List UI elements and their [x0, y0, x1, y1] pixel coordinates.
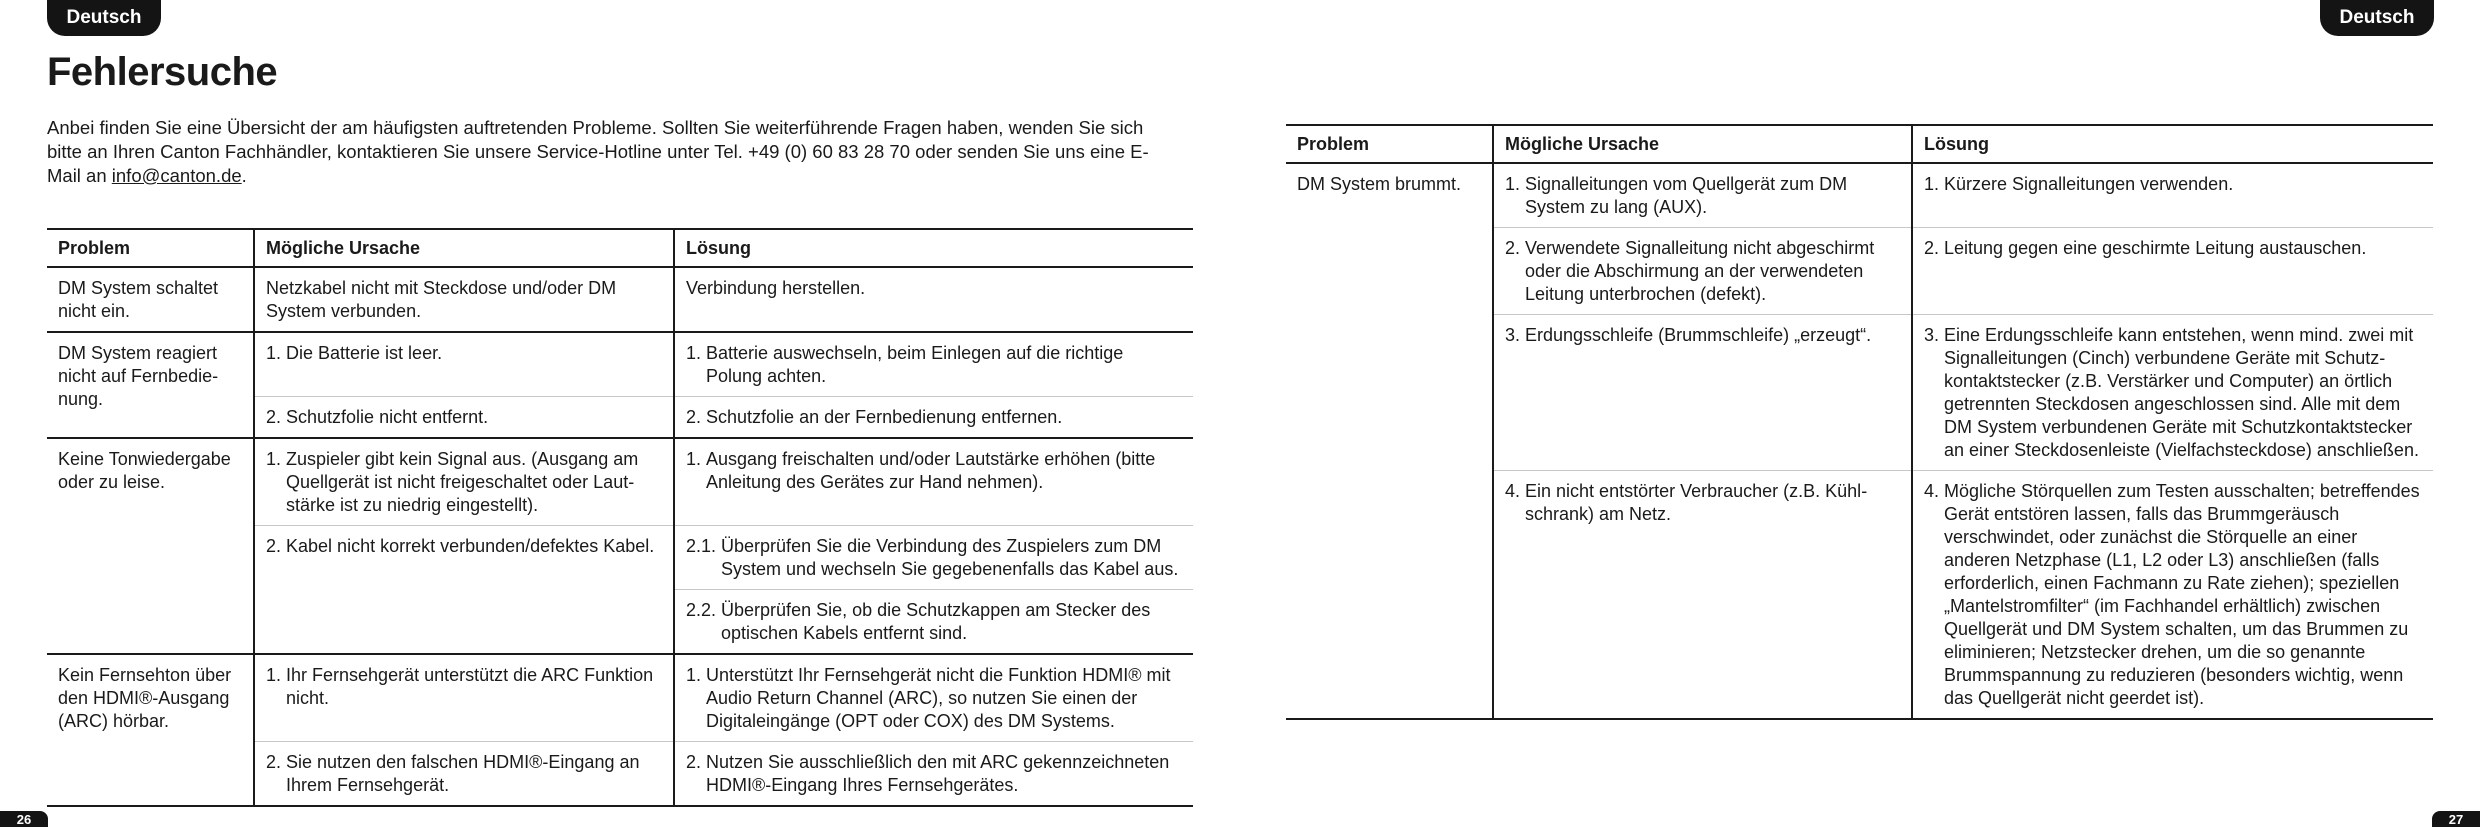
table-row — [1286, 163, 2433, 228]
problem-text: DM System brummt. — [1297, 174, 1462, 194]
item-number: 2. — [1924, 238, 1940, 258]
numbered-item — [1505, 480, 1900, 526]
email-link[interactable]: info@canton.de — [111, 165, 242, 186]
column-header-solution: Lösung — [1912, 125, 2433, 163]
solution-cell — [674, 332, 1193, 397]
item-number: 1. — [686, 665, 702, 685]
numbered-item — [1505, 173, 1900, 219]
table-row — [47, 438, 1193, 526]
problem-cell — [47, 654, 254, 806]
language-tab-left — [47, 0, 161, 36]
page-number: 26 — [16, 811, 32, 827]
item-text: Ein nicht entstörter Verbraucher (z.B. Kühlschrank) am Netz. — [1525, 481, 1868, 524]
item-text: Kabel nicht korrekt verbunden/defektes Kabel. — [286, 536, 655, 556]
numbered-item — [686, 751, 1182, 797]
item-text: Die Batterie ist leer. — [286, 343, 443, 363]
numbered-item — [686, 342, 1182, 388]
page-number: 27 — [2448, 811, 2464, 827]
item-text: Schutzfolie an der Fernbedienung entfernen. — [706, 407, 1063, 427]
intro-text: Anbei finden Sie eine Übersicht der am häufigsten auftretenden Probleme. Sollten Sie weiterführende Fragen haben, wenden Sie sich bitte an Ihren Canton Fachhändler, kontaktieren Sie unsere Service-Hotline unter Tel. +49 (0) 60 83 28 70 oder senden Sie uns eine E-Mail an — [47, 117, 1149, 186]
item-number: 2. — [686, 752, 702, 772]
page-title: Fehlersuche — [47, 50, 278, 94]
language-label: Deutsch — [2339, 7, 2415, 28]
item-text: Überprüfen Sie die Verbindung des Zuspielers zum DM System und wechseln Sie gegebenenfalls das Kabel aus. — [721, 536, 1179, 579]
cause-cell — [1493, 228, 1912, 315]
cause-cell — [254, 654, 674, 742]
item-text: Batterie auswechseln, beim Einlegen auf die richtige Polung achten. — [706, 343, 1124, 386]
problem-text: Kein Fernsehton über den HDMI®-Ausgang (ARC) hörbar. — [58, 665, 232, 731]
item-number: 3. — [1505, 325, 1521, 345]
item-text: Leitung gegen eine geschirmte Leitung austauschen. — [1944, 238, 2367, 258]
item-text: Eine Erdungsschleife kann entstehen, wenn mind. zwei mit Signalleitungen (Cinch) verbundene Geräte mit Schutzkontaktstecker (z.B. Verstärker und Computer) an örtlich getrennten Steckdosen angeschlossen sind. Alle mit dem DM System verbundenen Geräte mit Schutzkontaktstecker an einer Steckdosenleiste (Vielfachsteckdose) anschließen. — [1944, 325, 2419, 460]
page-number-right — [2432, 811, 2480, 827]
numbered-item — [266, 448, 662, 517]
item-number: 4. — [1505, 481, 1521, 501]
cause-cell — [1493, 471, 1912, 720]
cause-cell — [254, 332, 674, 397]
numbered-item — [1924, 480, 2422, 710]
troubleshooting-table-left — [47, 228, 1193, 807]
item-number: 3. — [1924, 325, 1940, 345]
problem-text: Keine Tonwiedergabe oder zu leise. — [58, 449, 231, 492]
solution-cell — [674, 654, 1193, 742]
cause-cell — [254, 742, 674, 807]
item-number: 2. — [266, 407, 282, 427]
numbered-item — [266, 751, 662, 797]
solution-cell — [674, 267, 1193, 332]
solution-cell — [674, 526, 1193, 590]
solution-cell — [1912, 315, 2433, 471]
item-text: Überprüfen Sie, ob die Schutzkappen am Stecker des optischen Kabels entfernt sind. — [721, 600, 1151, 643]
numbered-item — [1924, 324, 2422, 462]
item-text: Schutzfolie nicht entfernt. — [286, 407, 489, 427]
item-number: 2. — [266, 536, 282, 556]
item-number: 1. — [686, 449, 702, 469]
table-row — [47, 267, 1193, 332]
cause-cell — [254, 526, 674, 655]
item-text: Ihr Fernsehgerät unterstützt die ARC Funktion nicht. — [286, 665, 654, 708]
table-row — [47, 654, 1193, 742]
language-tab-right — [2320, 0, 2434, 36]
column-header-problem: Problem — [47, 229, 254, 267]
numbered-item — [686, 535, 1182, 581]
item-text: Ausgang freischalten und/oder Lautstärke erhöhen (bitte Anleitung des Gerätes zur Hand nehmen). — [706, 449, 1156, 492]
numbered-item — [1924, 237, 2422, 260]
cause-cell — [1493, 315, 1912, 471]
column-header-cause: Mögliche Ursache — [1493, 125, 1912, 163]
table-header-row — [1286, 125, 2433, 163]
problem-cell — [1286, 163, 1493, 719]
solution-cell — [674, 397, 1193, 439]
column-header-problem: Problem — [1286, 125, 1493, 163]
page-number-left — [0, 811, 48, 827]
item-number: 1. — [1505, 174, 1521, 194]
item-number: 4. — [1924, 481, 1940, 501]
item-text: Netzkabel nicht mit Steckdose und/oder DM System verbunden. — [266, 278, 617, 321]
item-text: Verbindung herstellen. — [686, 278, 866, 298]
numbered-item — [1505, 324, 1900, 347]
column-header-solution: Lösung — [674, 229, 1193, 267]
numbered-item — [1924, 173, 2422, 196]
numbered-item — [686, 664, 1182, 733]
numbered-item — [266, 535, 662, 558]
item-text: Sie nutzen den falschen HDMI®-Eingang an Ihrem Fernsehgerät. — [286, 752, 640, 795]
numbered-item — [266, 342, 662, 365]
intro-paragraph — [47, 116, 1157, 188]
item-text: Mögliche Störquellen zum Testen ausschalten; betreffendes Gerät entstören lassen, falls das Brummgeräusch verschwindet, oder zunächst die Störquelle an einer anderen Netzphase (L1, L2 oder L3) anschließen (falls erforderlich, einen Fachmann zu Rate ziehen); speziellen „Mantelstromfilter“ (im Fachhandel erhältlich) zwischen Quellgerät und DM System schalten, um das Brummen zu eliminieren; Netzstecker drehen, um die so genannte Brummspannung zu reduzieren (besonders wichtig, wenn das Quellgerät nicht geerdet ist). — [1944, 481, 2420, 708]
item-text: Signalleitungen vom Quellgerät zum DM System zu lang (AUX). — [1525, 174, 1848, 217]
numbered-item — [686, 448, 1182, 494]
solution-cell — [674, 590, 1193, 655]
table-header-row — [47, 229, 1193, 267]
item-number: 1. — [686, 343, 702, 363]
item-text: Nutzen Sie ausschließlich den mit ARC gekennzeichneten HDMI®-Eingang Ihres Fernsehgerätes. — [706, 752, 1170, 795]
item-text: Zuspieler gibt kein Signal aus. (Ausgang am Quellgerät ist nicht freigeschaltet oder Lautstärke ist zu niedrig eingestellt). — [286, 449, 639, 515]
item-number: 2. — [266, 752, 282, 772]
item-number: 2.1. — [686, 536, 717, 556]
numbered-item — [686, 406, 1182, 429]
table-row — [47, 332, 1193, 397]
column-header-cause: Mögliche Ursache — [254, 229, 674, 267]
numbered-item — [266, 664, 662, 710]
solution-cell — [1912, 163, 2433, 228]
cause-cell — [1493, 163, 1912, 228]
problem-cell — [47, 438, 254, 654]
intro-end: . — [241, 165, 247, 186]
item-number: 1. — [1924, 174, 1940, 194]
solution-cell — [674, 438, 1193, 526]
item-number: 1. — [266, 343, 282, 363]
problem-cell — [47, 332, 254, 438]
item-number: 2. — [686, 407, 702, 427]
item-number: 1. — [266, 449, 282, 469]
language-label: Deutsch — [66, 7, 142, 28]
cause-cell — [254, 397, 674, 439]
item-text: Unterstützt Ihr Fernsehgerät nicht die Funktion HDMI® mit Audio Return Channel (ARC), so nutzen Sie einen der Digitaleingänge (OPT oder COX) des DM Systems. — [706, 665, 1171, 731]
item-text: Erdungsschleife (Brummschleife) „erzeugt“. — [1525, 325, 1872, 345]
cause-cell — [254, 438, 674, 526]
item-text: Kürzere Signalleitungen verwenden. — [1944, 174, 2234, 194]
table-body — [47, 267, 1193, 806]
solution-cell — [674, 742, 1193, 807]
troubleshooting-table-right — [1286, 124, 2433, 720]
item-number: 2. — [1505, 238, 1521, 258]
item-text: Verwendete Signalleitung nicht abgeschirmt oder die Abschirmung an der verwendeten Leitung unterbrochen (defekt). — [1525, 238, 1875, 304]
item-number: 2.2. — [686, 600, 717, 620]
problem-text: DM System schaltet nicht ein. — [58, 278, 219, 321]
problem-text: DM System reagiert nicht auf Fernbedienung. — [58, 343, 219, 409]
cause-cell — [254, 267, 674, 332]
problem-cell — [47, 267, 254, 332]
numbered-item — [1505, 237, 1900, 306]
solution-cell — [1912, 228, 2433, 315]
table-body — [1286, 163, 2433, 719]
numbered-item — [686, 599, 1182, 645]
item-number: 1. — [266, 665, 282, 685]
solution-cell — [1912, 471, 2433, 720]
numbered-item — [266, 406, 662, 429]
